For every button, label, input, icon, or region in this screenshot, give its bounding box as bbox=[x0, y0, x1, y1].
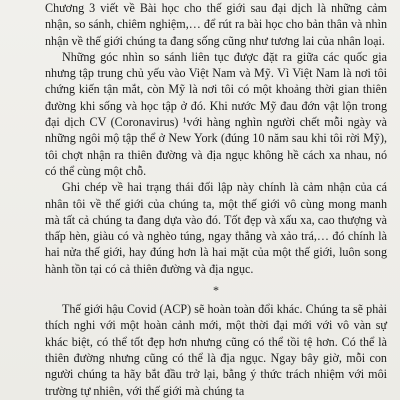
line: hành tồn tại có cả thiên đường và địa ngục. bbox=[45, 261, 254, 276]
line: nhận, so sánh, chiêm nghiệm,… để rút ra bài học cho bản thân và bbox=[45, 17, 366, 32]
line: nhìn nhận về thế giới chúng ta đang sống cũng như tương lai của bbox=[45, 17, 387, 48]
line: trách nhiệm với môi trường tự nhiên, với thế giới mà chúng ta bbox=[45, 367, 388, 398]
line: vô vàn sự khác biệt, có thể tốt đẹp hơn nhưng cũng có thể tồi tệ bbox=[45, 318, 387, 349]
line: Thế giới hậu Covid (ACP) sẽ hoàn toàn đổi khác. Chúng ta bbox=[62, 302, 353, 317]
line-with-footnote: đại dịch CV (Coronavirus) ¹với hàng nghìn người chết mỗi ngày và bbox=[45, 115, 387, 130]
paragraph-chapter-summary bbox=[45, 0, 387, 49]
line: Những góc nhìn so sánh liên tục được đặt ra giữa các quốc gia bbox=[62, 49, 387, 64]
line: thấp hèn, giàu có và nghèo túng, ngay thẳng và xảo trá,… đó chính là bbox=[45, 229, 387, 244]
line: nhân loại. bbox=[337, 33, 385, 48]
line: hơn. Có thể là thiên đường nhưng cũng có thể là địa ngục. Ngay bbox=[45, 334, 387, 365]
line: sẽ phải thích nghi với một hoàn cảnh mới, một thời đại mới với bbox=[45, 302, 387, 333]
line: chứng kiến tận mắt, còn Mỹ là nơi tôi có một khoảng thời gian thiên bbox=[45, 82, 387, 97]
line: Chương 3 viết về Bài học cho thế giới sau đại dịch là những cảm bbox=[45, 1, 387, 15]
section-separator: * bbox=[213, 283, 219, 298]
line: những ngôi mộ tập thể ở New York (đúng 10 năm sau khi tôi rời bbox=[45, 131, 364, 146]
line: nhau, nó có thể cùng một chỗ. bbox=[45, 147, 387, 178]
paragraph-two-states bbox=[45, 179, 387, 277]
line: nhân tôi về thế giới của chúng ta, một thế giới vô cùng mong manh bbox=[45, 196, 387, 211]
paragraph-post-covid bbox=[45, 301, 387, 399]
line: Ghi chép về hai trạng thái đối lập này chính là cảm nhận của cá bbox=[62, 180, 387, 195]
paragraph-comparison bbox=[45, 49, 387, 179]
line: Mỹ), tôi chợt nhận ra thiên đường và địa ngục không hề cách xa bbox=[45, 131, 387, 162]
line: hai nửa thế giới, hay đúng hơn là hai mặt của một thế giới, luôn song bbox=[45, 245, 387, 260]
line: mà tất cả chúng ta đang dựa vào đó. Tốt đẹp và xấu xa, cao thượng và bbox=[45, 212, 387, 227]
line: đường khi sống và học tập ở đó. Khi nước Mỹ đau đớn vật lộn trong bbox=[45, 98, 387, 113]
line: bây giờ, mỗi con người chúng ta hãy bắt đầu trở lại, bằng ý thức bbox=[45, 350, 387, 382]
line: nhưng tập trung chủ yếu vào Việt Nam và Mỹ. Vì Việt Nam là nơi tôi bbox=[45, 66, 387, 81]
body-text bbox=[45, 0, 387, 399]
